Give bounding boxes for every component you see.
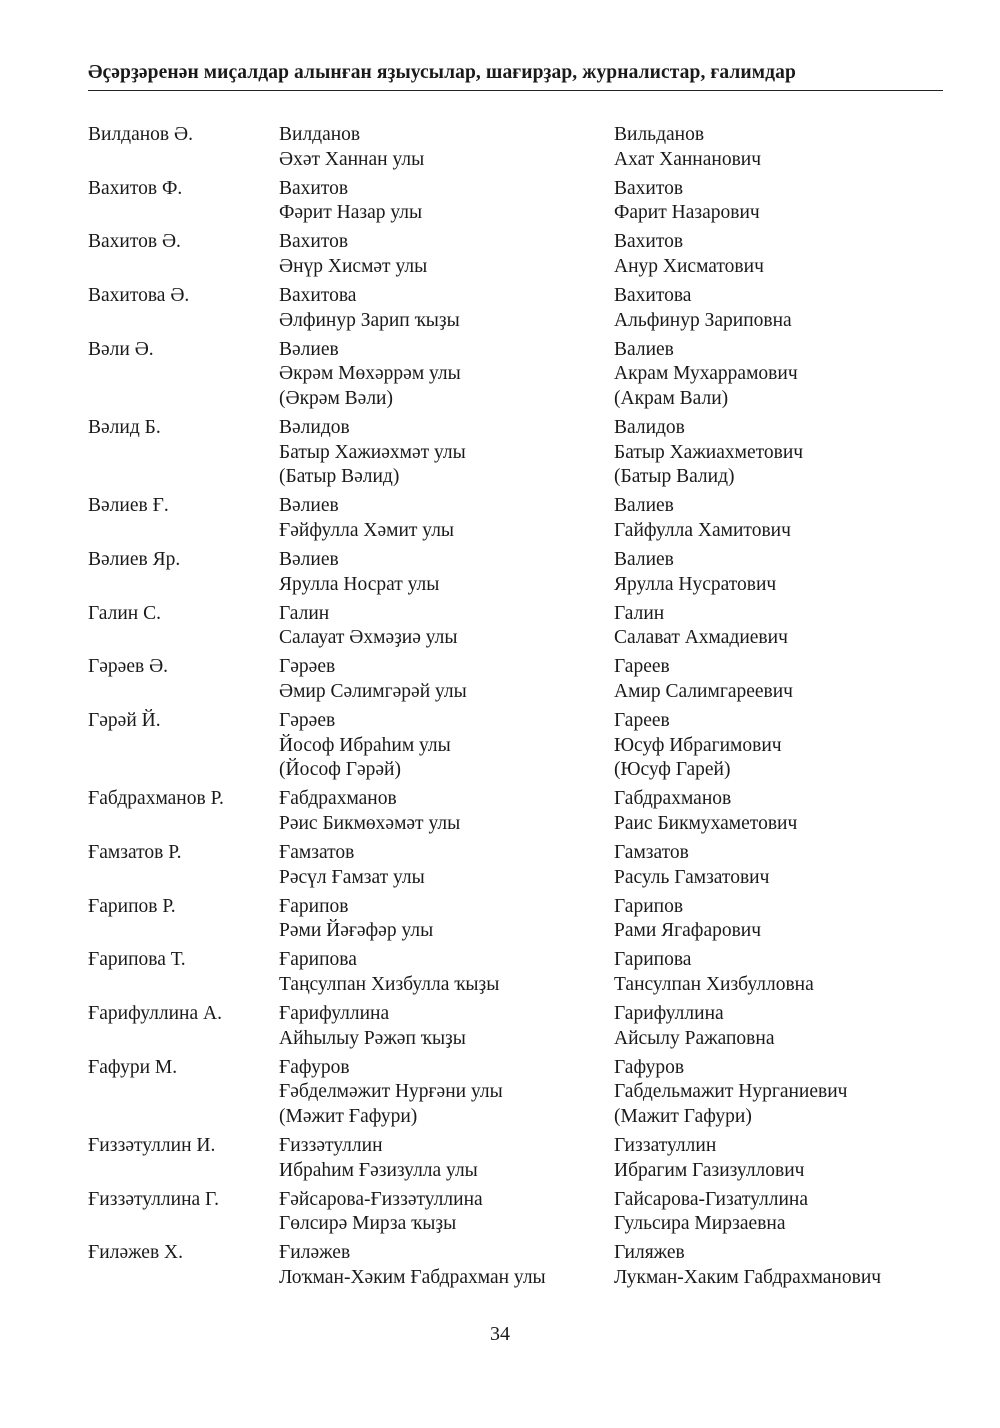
bashkir-full-name <box>279 494 609 543</box>
name-line: Вахитов <box>279 231 349 253</box>
name-line: (Әкрәм Вәли) <box>279 387 393 409</box>
author-entry <box>88 123 948 172</box>
short-name: Ғиззәтуллин И. <box>88 1135 216 1157</box>
name-line: Айһылыу Рәжәп ҡыҙы <box>279 1027 466 1049</box>
name-line: Ғабдрахманов <box>279 788 397 810</box>
name-line: Әнүр Хисмәт улы <box>279 255 428 277</box>
author-entry <box>88 709 948 783</box>
name-line: Гөлсирә Мирза ҡыҙы <box>279 1213 457 1235</box>
author-entry <box>88 841 948 890</box>
name-line: Тансулпан Хизбулловна <box>614 974 814 995</box>
author-entry <box>88 655 948 704</box>
name-line: Лоҡман-Хәким Ғабдрахман улы <box>279 1267 546 1289</box>
russian-full-name <box>614 895 761 944</box>
name-line: Вәлиев <box>279 338 339 360</box>
name-line: Раис Бикмухаметович <box>614 812 798 834</box>
name-line: Вахитова <box>614 285 692 307</box>
bashkir-full-name <box>279 123 609 172</box>
russian-full-name <box>614 1188 808 1237</box>
short-name: Ғафури М. <box>88 1056 178 1078</box>
russian-full-name <box>614 416 803 490</box>
name-line: Гульсира Мирзаевна <box>614 1213 786 1235</box>
bashkir-full-name <box>279 841 609 890</box>
name-line: Валиев <box>614 495 674 517</box>
name-line: Анур Хисматович <box>614 255 764 277</box>
name-line: Гареев <box>614 656 670 678</box>
name-line: Юсуф Ибрагимович <box>614 734 782 756</box>
russian-full-name <box>614 123 761 172</box>
name-line: Ғамзатов <box>279 842 355 864</box>
name-line: Гареев <box>614 710 670 732</box>
short-name: Ғабдрахманов Р. <box>88 788 224 810</box>
russian-full-name <box>614 230 764 279</box>
name-line: Ибрагим Газизуллович <box>614 1159 805 1181</box>
short-name: Вәлид Б. <box>88 417 161 439</box>
bashkir-full-name <box>279 284 609 333</box>
name-line: Валидов <box>614 417 685 439</box>
name-line: Ғафуров <box>279 1056 350 1078</box>
bashkir-full-name <box>279 338 609 412</box>
name-line: Рәми Йәғәфәр улы <box>279 920 434 942</box>
name-line: Салауат Әхмәҙиә улы <box>279 627 458 649</box>
page-header: Әҫәрҙәренән миҫалдар алынған яҙыусылар, шағирҙар, журналистар, ғалимдар <box>88 62 796 83</box>
short-name: Вәлиев Ғ. <box>88 495 169 517</box>
russian-full-name <box>614 1241 881 1290</box>
russian-full-name <box>614 948 814 997</box>
russian-full-name <box>614 1134 805 1183</box>
name-line: Лукман-Хаким Габдрахманович <box>614 1267 882 1289</box>
name-line: Альфинур Зариповна <box>614 309 792 331</box>
name-line: Вәлидов <box>279 417 350 439</box>
name-line: Гәрәев <box>279 656 336 678</box>
name-line: Гәрәев <box>279 710 336 732</box>
bashkir-full-name <box>279 709 609 783</box>
name-line: Габдельмажит Нурганиевич <box>614 1081 848 1103</box>
bashkir-full-name <box>279 602 609 651</box>
name-line: Ғарипова <box>279 949 357 971</box>
bashkir-full-name <box>279 1188 609 1237</box>
name-line: Ахат Ханнанович <box>614 148 762 170</box>
name-line: Ғиләжев <box>279 1242 351 1264</box>
name-line: Валиев <box>614 338 674 360</box>
page-number: 34 <box>490 1323 510 1345</box>
name-line: Вахитов <box>614 177 684 199</box>
name-line: Батыр Хажиахметович <box>614 441 804 463</box>
name-line: Вәлиев <box>279 495 339 517</box>
russian-full-name <box>614 709 782 783</box>
name-line: Валиев <box>614 549 674 570</box>
short-name: Ғарифуллина А. <box>88 1003 222 1025</box>
name-line: Габдрахманов <box>614 788 732 810</box>
name-line: Гайфулла Хамитович <box>614 519 791 541</box>
author-entry <box>88 548 948 597</box>
bashkir-full-name <box>279 1056 609 1130</box>
name-line: Фарит Назарович <box>614 202 760 224</box>
name-line: (Мажит Гафури) <box>614 1105 752 1127</box>
bashkir-full-name <box>279 787 609 836</box>
name-line: Таңсулпан Хизбулла ҡыҙы <box>279 974 500 995</box>
bashkir-full-name <box>279 177 609 226</box>
name-line: Әмир Сәлимгәрәй улы <box>279 680 467 702</box>
name-line: Ибраһим Ғәзизулла улы <box>279 1159 478 1181</box>
short-name: Вилданов Ә. <box>88 124 193 145</box>
name-line: Ғәйсарова-Ғиззәтуллина <box>279 1188 483 1210</box>
name-line: Йософ Ибраһим улы <box>279 734 451 756</box>
name-line: Салават Ахмадиевич <box>614 627 788 649</box>
short-name: Гәрәев Ә. <box>88 656 169 678</box>
short-name: Ғиззәтуллина Г. <box>88 1188 219 1210</box>
russian-full-name <box>614 1002 775 1051</box>
author-entry <box>88 284 948 333</box>
russian-full-name <box>614 841 769 890</box>
name-line: Галин <box>279 602 330 624</box>
name-line: Рами Ягафарович <box>614 920 762 942</box>
short-name: Ғарипова Т. <box>88 949 186 971</box>
bashkir-full-name <box>279 895 609 944</box>
short-name: Вахитов Ә. <box>88 231 181 253</box>
name-line: (Акрам Вали) <box>614 387 729 409</box>
name-line: Вильданов <box>614 124 705 145</box>
name-line: Гарипов <box>614 895 684 917</box>
name-line: Әхәт Ханнан улы <box>279 148 425 170</box>
name-line: Гиззатуллин <box>614 1135 717 1157</box>
bashkir-full-name <box>279 548 609 597</box>
short-name: Ғиләжев Х. <box>88 1242 184 1264</box>
name-line: (Юсуф Гарей) <box>614 759 731 781</box>
russian-full-name <box>614 548 776 597</box>
russian-full-name <box>614 602 788 651</box>
name-line: Ярулла Нусратович <box>614 573 777 595</box>
name-line: Акрам Мухаррамович <box>614 363 798 385</box>
russian-full-name <box>614 284 792 333</box>
short-name: Вахитов Ф. <box>88 177 183 199</box>
name-line: Ғәбделмәжит Нурғәни улы <box>279 1081 503 1103</box>
russian-full-name <box>614 338 798 412</box>
author-entry <box>88 1002 948 1051</box>
bashkir-full-name <box>279 1134 609 1183</box>
name-line: Вилданов <box>279 124 361 145</box>
author-entry <box>88 494 948 543</box>
author-entry <box>88 1188 948 1237</box>
name-line: Рәсүл Ғамзат улы <box>279 866 425 888</box>
name-line: Әкрәм Мөхәррәм улы <box>279 363 461 385</box>
header-rule <box>88 90 943 91</box>
bashkir-full-name <box>279 1002 609 1051</box>
name-line: Расуль Гамзатович <box>614 866 770 888</box>
name-line: Фәрит Назар улы <box>279 202 423 224</box>
author-entry <box>88 230 948 279</box>
name-line: Ғарифуллина <box>279 1003 390 1025</box>
author-entry <box>88 1134 948 1183</box>
name-line: Вахитов <box>279 177 349 199</box>
author-list <box>88 123 948 1295</box>
name-line: Вәлиев <box>279 549 339 570</box>
name-line: (Батыр Вәлид) <box>279 466 400 488</box>
russian-full-name <box>614 177 760 226</box>
short-name: Вәли Ә. <box>88 338 154 360</box>
short-name: Гәрәй Й. <box>88 710 161 732</box>
author-entry <box>88 416 948 490</box>
bashkir-full-name <box>279 1241 609 1290</box>
bashkir-full-name <box>279 948 609 997</box>
author-entry <box>88 948 948 997</box>
author-entry <box>88 602 948 651</box>
name-line: Вахитова <box>279 285 357 307</box>
name-line: Гафуров <box>614 1056 685 1078</box>
name-line: Ғәйфулла Хәмит улы <box>279 519 455 541</box>
name-line: (Батыр Валид) <box>614 466 735 488</box>
name-line: Рәис Бикмөхәмәт улы <box>279 812 461 834</box>
author-entry <box>88 1056 948 1130</box>
name-line: (Мәжит Ғафури) <box>279 1105 418 1127</box>
name-line: Амир Салимгареевич <box>614 680 793 702</box>
short-name: Галин С. <box>88 602 161 624</box>
author-entry <box>88 1241 948 1290</box>
short-name: Вәлиев Яр. <box>88 549 181 570</box>
short-name: Ғарипов Р. <box>88 895 176 917</box>
bashkir-full-name <box>279 655 609 704</box>
russian-full-name <box>614 1056 847 1130</box>
name-line: Гарифуллина <box>614 1003 724 1025</box>
name-line: (Йософ Гәрәй) <box>279 759 401 781</box>
russian-full-name <box>614 494 791 543</box>
russian-full-name <box>614 787 797 836</box>
name-line: Ғиззәтуллин <box>279 1135 383 1157</box>
name-line: Ғарипов <box>279 895 349 917</box>
name-line: Гиляжев <box>614 1242 685 1264</box>
author-entry <box>88 787 948 836</box>
russian-full-name <box>614 655 793 704</box>
name-line: Вахитов <box>614 231 684 253</box>
author-entry <box>88 338 948 412</box>
name-line: Гарипова <box>614 949 692 971</box>
name-line: Әлфинур Зарип ҡыҙы <box>279 309 460 331</box>
author-entry <box>88 895 948 944</box>
name-line: Гамзатов <box>614 842 689 864</box>
name-line: Батыр Хажиәхмәт улы <box>279 441 466 463</box>
bashkir-full-name <box>279 416 609 490</box>
short-name: Вахитова Ә. <box>88 285 190 307</box>
bashkir-full-name <box>279 230 609 279</box>
name-line: Галин <box>614 602 665 624</box>
short-name: Ғамзатов Р. <box>88 842 182 864</box>
name-line: Ярулла Носрат улы <box>279 573 440 595</box>
name-line: Гайсарова-Гизатуллина <box>614 1188 808 1210</box>
author-entry <box>88 177 948 226</box>
name-line: Айсылу Ражаповна <box>614 1027 775 1049</box>
